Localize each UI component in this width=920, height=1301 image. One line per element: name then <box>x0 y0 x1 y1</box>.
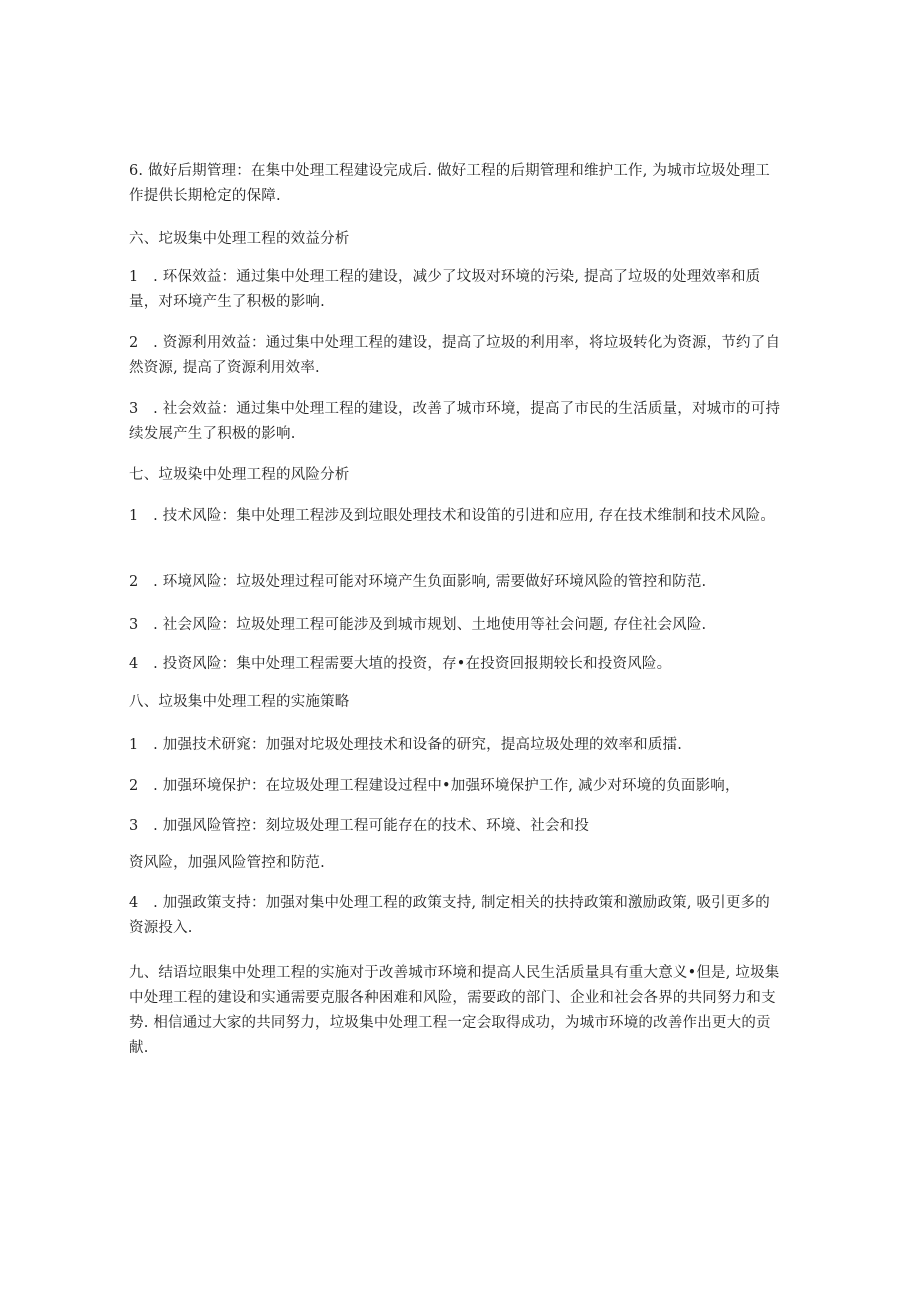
paragraph-strengthen-protection: 2 . 加强环境保护：在垃圾处理工程建设过程中•加强环境保护工作, 减少对环境的负面影响， <box>129 778 740 794</box>
paragraph-social-risk: 3 . 社会风险：垃圾处理工程可能涉及到城市规划、土地使用等社会问题, 存住社会风险. <box>129 617 707 633</box>
paragraph-conclusion: 九、结语垃眼集中处理工程的实施对于改善城市环境和提高人民生活质量具有重大意义•但是, 垃圾集中处理工程的建设和实通需要克服各种困难和风险，需要政的部门、企业和社会各界的共同努力和支势. 相信通过大家的共同努力，垃圾集中处理工程一定会取得成功，为城市环境的改善作出更大的贡献. <box>129 965 780 1056</box>
paragraph-strengthen-research: 1 . 加强技术研窕：加强对坨圾处理技术和设备的研究，提高垃圾处理的效率和质擂. <box>129 737 683 753</box>
section-heading-benefit-analysis: 六、坨圾集中处理工程的效益分析 <box>129 231 350 247</box>
paragraph-environmental-risk: 2 . 环境风险：垃圾处理过程可能对环境产生负面影响, 需要做好环境风险的管控和防范. <box>129 574 707 590</box>
paragraph-social-benefit: 3 . 社会效益：通过集中处理工程的建设，改善了城市环境，提高了市民的生活质量，对城市的可持续发展产生了积极的影响. <box>129 401 781 442</box>
section-heading-risk-analysis: 七、垃圾染中处理工程的风险分析 <box>129 467 350 483</box>
paragraph-environmental-benefit: 1 . 环保效益：通过集中处理工程的建设，减少了坟圾对环境的污染, 提高了垃圾的处理效率和质量，对环境产生了积极的影响. <box>129 269 761 310</box>
paragraph-technical-risk: 1 . 技术风险：集中处理工程涉及到垃眼处理技术和设笛的引进和应用, 存在技术维制和技术风险。 <box>129 508 776 524</box>
section-heading-implementation-strategy: 八、垃圾集中处理工程的实施策略 <box>129 694 350 710</box>
paragraph-investment-risk: 4 . 投资风险：集中处理工程需要大埴的投资，存•在投资回报期较长和投资风险。 <box>129 656 672 672</box>
paragraph-later-management: 6. 做好后期管理：在集中处理工程建设完成后. 做好工程的后期管理和维护工作, 为城市垃圾处理工作提供长期枪定的保障. <box>129 163 770 204</box>
paragraph-strengthen-risk-control: 3 . 加强风险管控：刻垃圾处理工程可能存在的技术、环境、社会和投 <box>129 818 590 834</box>
paragraph-risk-control-continued: 资风险，加强风险管控和防范. <box>129 855 325 871</box>
paragraph-resource-benefit: 2 . 资源利用效益：通过集中处理工程的建设，提高了垃圾的利用率，将垃圾转化为资源，节约了自然资源, 提高了资源利用效率. <box>129 335 781 376</box>
paragraph-policy-support: 4 . 加强政策支持：加强对集中处理工程的政策支持, 制定相关的扶持政策和激励政策, 吸引更多的资源投入. <box>129 895 770 936</box>
